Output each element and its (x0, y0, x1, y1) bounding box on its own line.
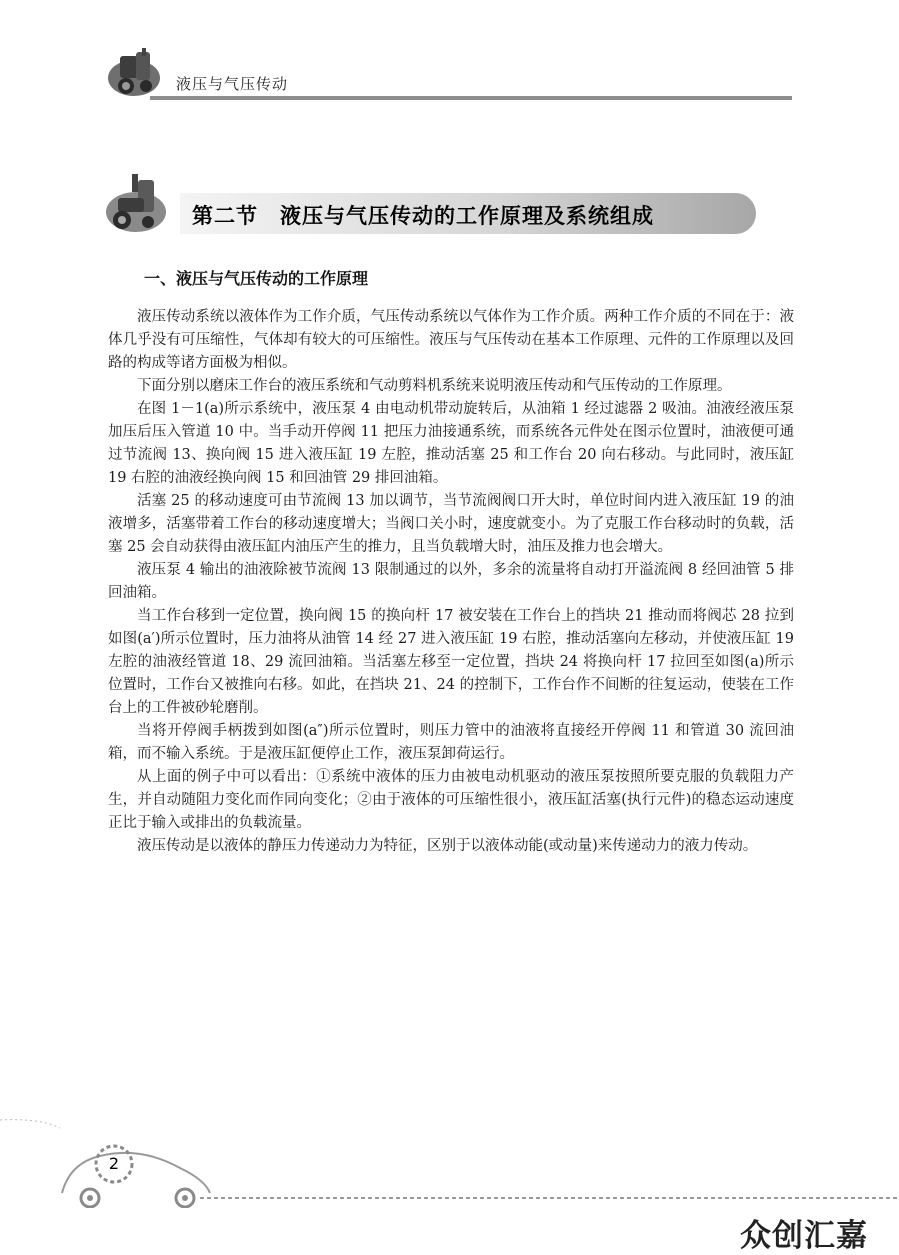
header-rule (150, 96, 792, 100)
header-machine-icon (106, 46, 164, 98)
paragraph: 从上面的例子中可以看出：①系统中液体的压力由被电动机驱动的液压泵按照所要克服的负载阻力产生，并自动随阻力变化而作同向变化；②由于液体的可压缩性很小，液压缸活塞(执行元件)的稳态运动速度正比于输入或排出的负载流量。 (108, 769, 794, 831)
running-title: 液压与气压传动 (176, 75, 289, 93)
footer-car-illustration (0, 1118, 899, 1208)
paragraph: 下面分别以磨床工作台的液压系统和气动剪料机系统来说明液压传动和气压传动的工作原理。 (137, 378, 732, 394)
page-number: 2 (108, 1154, 120, 1173)
watermark: 众创汇嘉 (740, 1218, 868, 1254)
paragraph: 活塞 25 的移动速度可由节流阀 13 加以调节，当节流阀阀口开大时，单位时间内进入液压缸 19 的油液增多，活塞带着工作台的移动速度增大；当阀口关小时，速度就变小。为了克服工作台移动时的负载，活塞 25 会自动获得由液压缸内油压产生的推力，且当负载增大时，油压及推力也会增大。 (108, 493, 794, 555)
paragraph: 液压传动是以液体的静压力传递动力为特征，区别于以液体动能(或动量)来传递动力的液力传动。 (137, 838, 758, 854)
body-text (108, 306, 794, 858)
section-title: 第二节 液压与气压传动的工作原理及系统组成 (192, 204, 654, 228)
subsection-heading: 一、液压与气压传动的工作原理 (144, 269, 369, 288)
section-machine-icon (104, 170, 168, 236)
paragraph: 在图 1－1(a)所示系统中，液压泵 4 由电动机带动旋转后，从油箱 1 经过滤器 2 吸油。油液经液压泵加压后压入管道 10 中。当手动开停阀 11 把压力油接通系统，而系统各元件处在图示位置时，油液便可通过节流阀 13、换向阀 15 进入液压缸 19 左腔，推动活塞 25 和工作台 20 向右移动。与此同时，液压缸 19 右腔的油液经换向阀 15 和回油管 29 排回油箱。 (108, 401, 794, 486)
paragraph: 当将开停阀手柄拨到如图(a″)所示位置时，则压力管中的油液将直接经开停阀 11 和管道 30 流回油箱，而不输入系统。于是液压缸便停止工作，液压泵卸荷运行。 (108, 723, 794, 762)
paragraph: 液压泵 4 输出的油液除被节流阀 13 限制通过的以外，多余的流量将自动打开溢流阀 8 经回油管 5 排回油箱。 (108, 562, 794, 601)
paragraph: 液压传动系统以液体作为工作介质，气压传动系统以气体作为工作介质。两种工作介质的不同在于：液体几乎没有可压缩性，气体却有较大的可压缩性。液压与气压传动在基本工作原理、元件的工作原理以及回路的构成等诸方面极为相似。 (108, 309, 794, 371)
paragraph: 当工作台移到一定位置，换向阀 15 的换向杆 17 被安装在工作台上的挡块 21 推动而将阀芯 28 拉到如图(a′)所示位置时，压力油将从油管 14 经 27 进入液压缸 19 右腔，推动活塞向左移动，并使液压缸 19 左腔的油液经管道 18、29 流回油箱。当活塞左移至一定位置，挡块 24 将换向杆 17 拉回至如图(a)所示位置时，工作台又被推向右移。如此，在挡块 21、24 的控制下，工作台作不间断的往复运动，使装在工作台上的工件被砂轮磨削。 (108, 608, 794, 716)
